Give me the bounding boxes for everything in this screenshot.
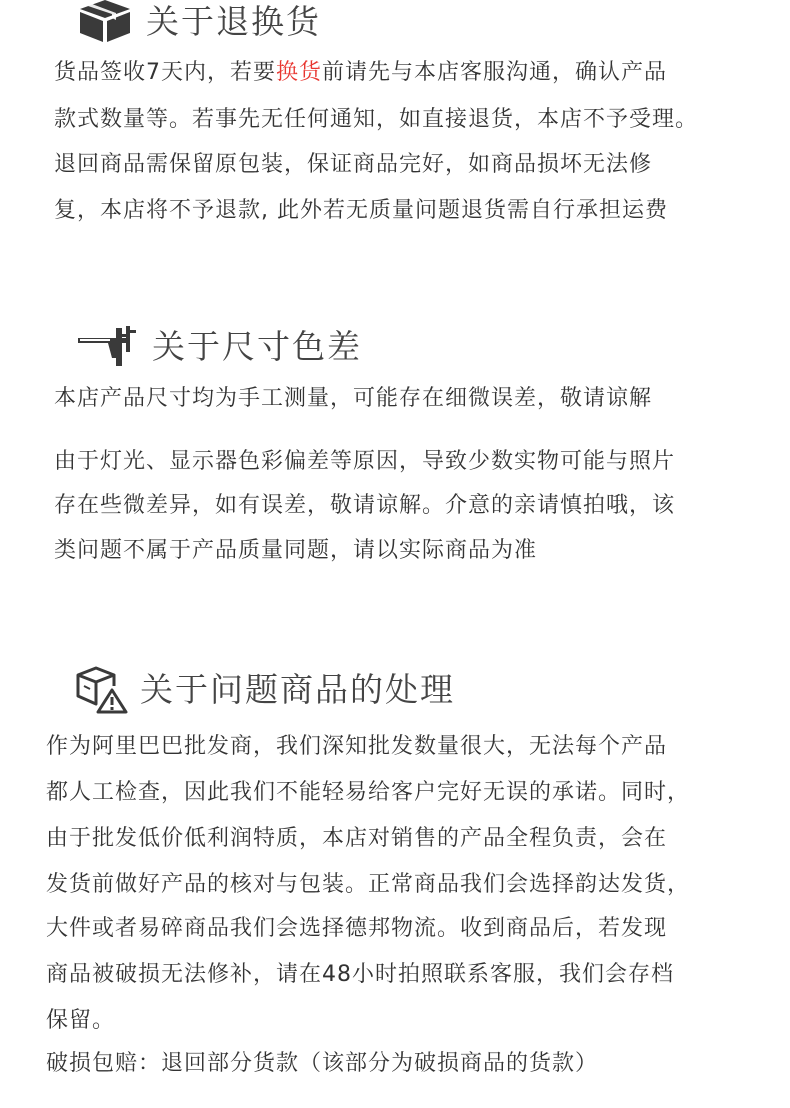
size-line-3: 存在些微差异，如有误差，敬请谅解。介意的亲请慎拍哦，该 <box>54 493 676 518</box>
highlight-exchange: 换货 <box>276 60 323 85</box>
size-line-2: 由于灯光、显示器色彩偏差等原因，导致少数实物可能与照片 <box>54 449 676 474</box>
caliper-icon <box>78 324 140 368</box>
section-problem-title: 关于问题商品的处理 <box>140 669 455 709</box>
problem-line-4: 发货前做好产品的核对与包装。正常商品我们会选择韵达发货， <box>46 872 691 897</box>
problem-line-2: 都人工检查，因此我们不能轻易给客户完好无误的承诺。同时， <box>46 780 691 805</box>
size-line-4: 类问题不属于产品质量同题，请以实际商品为准 <box>54 538 538 563</box>
section-returns-header <box>78 0 321 42</box>
problem-line-7: 保留。 <box>46 1008 116 1033</box>
section-size-title: 关于尺寸色差 <box>152 326 362 366</box>
returns-line-2: 款式数量等。若事先无任何通知，如直接退货，本店不予受理。 <box>54 107 699 132</box>
damaged-box-warning-icon <box>74 664 128 714</box>
section-problem-header <box>74 664 455 714</box>
problem-line-8: 破损包赔：退回部分货款（该部分为破损商品的货款） <box>46 1051 599 1076</box>
returns-line-1: 货品签收7天内，若要换货前请先与本店客服沟通，确认产品 <box>54 60 668 85</box>
problem-line-5: 大件或者易碎商品我们会选择德邦物流。收到商品后，若发现 <box>46 916 668 941</box>
returns-line-4: 复，本店将不予退款, 此外若无质量问题退货需自行承担运费 <box>54 198 668 223</box>
returns-line-3: 退回商品需保留原包装，保证商品完好，如商品损坏无法修 <box>54 152 653 177</box>
box-icon <box>78 0 132 42</box>
problem-line-1: 作为阿里巴巴批发商，我们深知批发数量很大，无法每个产品 <box>46 734 668 759</box>
problem-line-6: 商品被破损无法修补，请在48小时拍照联系客服，我们会存档 <box>46 962 674 987</box>
section-returns-title: 关于退换货 <box>146 1 321 41</box>
section-size-header <box>78 324 362 368</box>
size-line-1: 本店产品尺寸均为手工测量，可能存在细微误差，敬请谅解 <box>54 386 653 411</box>
problem-line-3: 由于批发低价低利润特质，本店对销售的产品全程负责，会在 <box>46 826 668 851</box>
